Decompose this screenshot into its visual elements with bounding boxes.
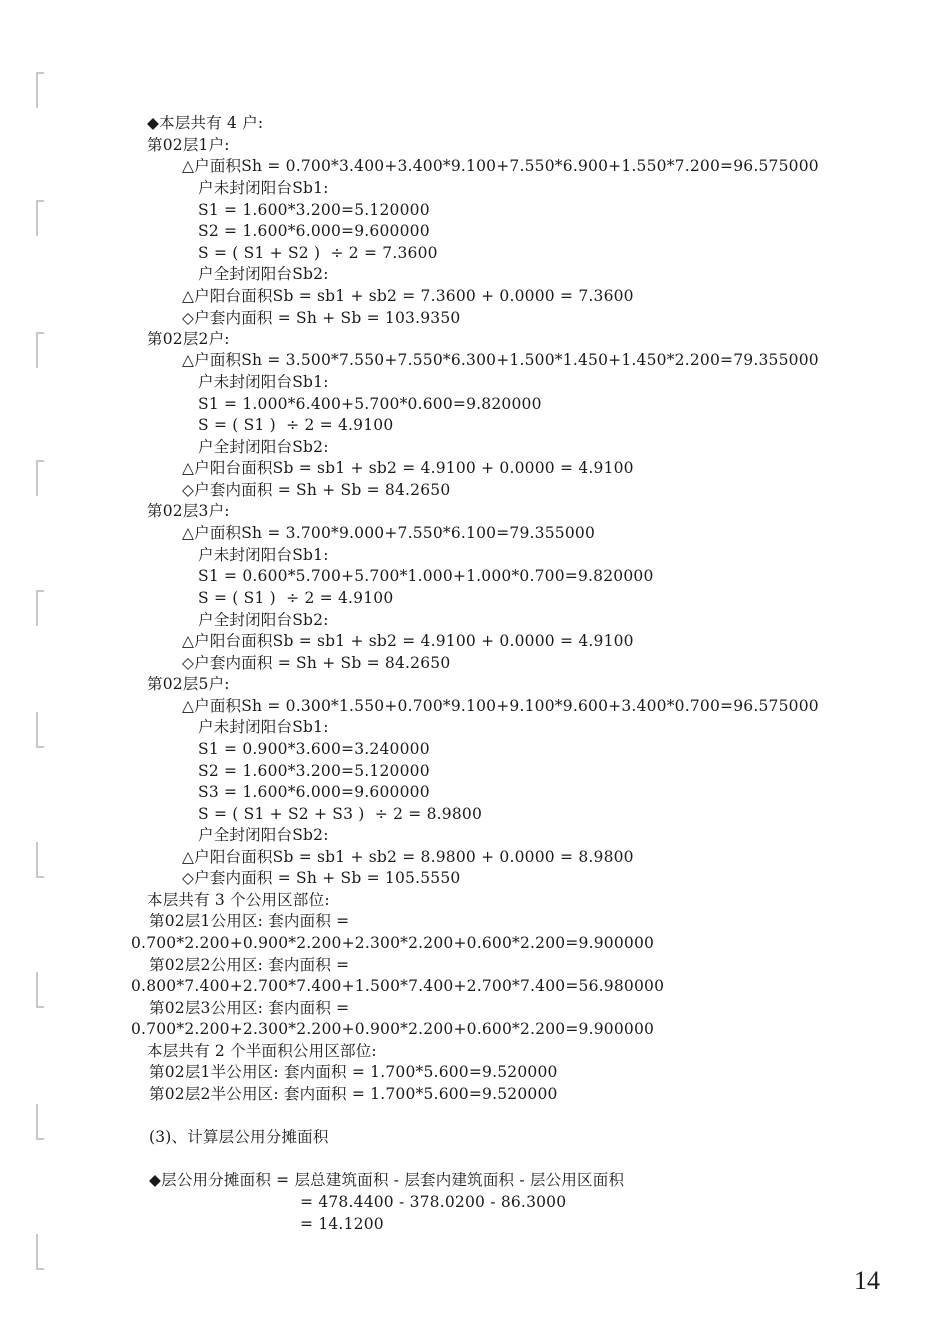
doc-line: 户全封闭阳台Sb2:: [198, 826, 329, 844]
doc-line: 户未封闭阳台Sb1:: [198, 373, 329, 391]
doc-line: △户阳台面积Sb = sb1 + sb2 = 4.9100 + 0.0000 = 4.9100: [182, 632, 634, 650]
page-number: 14: [854, 1266, 880, 1295]
binding-mark: [36, 712, 44, 748]
binding-mark: [36, 972, 44, 1008]
doc-line: 本层共有 3 个公用区部位:: [147, 891, 330, 909]
doc-line: S3 = 1.600*6.000=9.600000: [198, 783, 430, 801]
doc-line: △户面积Sh = 0.700*3.400+3.400*9.100+7.550*6.900+1.550*7.200=96.575000: [182, 157, 819, 175]
doc-line: S1 = 0.900*3.600=3.240000: [198, 740, 430, 758]
doc-line: ◇户套内面积 = Sh + Sb = 84.2650: [182, 654, 451, 672]
doc-line: S = ( S1 ) ÷ 2 = 4.9100: [198, 416, 394, 434]
doc-line: 第02层3户:: [147, 502, 230, 520]
doc-line: S = ( S1 + S2 + S3 ) ÷ 2 = 8.9800: [198, 805, 483, 823]
doc-line: S1 = 1.000*6.400+5.700*0.600=9.820000: [198, 395, 542, 413]
doc-line: 户未封闭阳台Sb1:: [198, 546, 329, 564]
doc-line: S1 = 1.600*3.200=5.120000: [198, 201, 430, 219]
doc-line: = 14.1200: [300, 1215, 384, 1233]
doc-line: 户全封闭阳台Sb2:: [198, 611, 329, 629]
doc-line: ◆本层共有 4 户:: [147, 114, 264, 132]
doc-line: △户阳台面积Sb = sb1 + sb2 = 8.9800 + 0.0000 = 8.9800: [182, 848, 634, 866]
doc-line: 第02层2半公用区: 套内面积 = 1.700*5.600=9.520000: [149, 1085, 558, 1103]
doc-line: S1 = 0.600*5.700+5.700*1.000+1.000*0.700=9.820000: [198, 567, 654, 585]
doc-line: S2 = 1.600*6.000=9.600000: [198, 222, 430, 240]
doc-line: 户全封闭阳台Sb2:: [198, 438, 329, 456]
doc-line: △户面积Sh = 0.300*1.550+0.700*9.100+9.100*9.600+3.400*0.700=96.575000: [182, 697, 819, 715]
doc-line: 第02层1半公用区: 套内面积 = 1.700*5.600=9.520000: [149, 1063, 558, 1081]
doc-line: 第02层5户:: [147, 675, 230, 693]
doc-line: 户全封闭阳台Sb2:: [198, 265, 329, 283]
doc-line: = 478.4400 - 378.0200 - 86.3000: [300, 1193, 567, 1211]
doc-line: ◆层公用分摊面积 = 层总建筑面积 - 层套内建筑面积 - 层公用区面积: [149, 1171, 625, 1189]
doc-line: S = ( S1 ) ÷ 2 = 4.9100: [198, 589, 394, 607]
binding-mark: [36, 460, 44, 496]
doc-line: △户阳台面积Sb = sb1 + sb2 = 7.3600 + 0.0000 = 7.3600: [182, 287, 634, 305]
doc-line: 户未封闭阳台Sb1:: [198, 718, 329, 736]
doc-line: 0.800*7.400+2.700*7.400+1.500*7.400+2.700*7.400=56.980000: [131, 977, 665, 995]
binding-mark: [36, 200, 44, 236]
doc-line: ◇户套内面积 = Sh + Sb = 105.5550: [182, 869, 461, 887]
doc-line: 第02层1公用区: 套内面积 =: [149, 912, 350, 930]
doc-line: S = ( S1 + S2 ) ÷ 2 = 7.3600: [198, 244, 438, 262]
doc-line: 0.700*2.200+0.900*2.200+2.300*2.200+0.600*2.200=9.900000: [131, 934, 655, 952]
doc-line: 户未封闭阳台Sb1:: [198, 179, 329, 197]
doc-line: 第02层2户:: [147, 330, 230, 348]
doc-line: 第02层2公用区: 套内面积 =: [149, 956, 350, 974]
doc-line: △户面积Sh = 3.700*9.000+7.550*6.100=79.355000: [182, 524, 596, 542]
binding-mark: [36, 72, 44, 108]
doc-line: S2 = 1.600*3.200=5.120000: [198, 762, 430, 780]
doc-line: 第02层1户:: [147, 136, 230, 154]
binding-mark: [36, 842, 44, 878]
binding-mark: [36, 590, 44, 626]
doc-line: ◇户套内面积 = Sh + Sb = 84.2650: [182, 481, 451, 499]
binding-mark: [36, 1104, 44, 1140]
doc-line: △户阳台面积Sb = sb1 + sb2 = 4.9100 + 0.0000 = 4.9100: [182, 459, 634, 477]
doc-line: 0.700*2.200+2.300*2.200+0.900*2.200+0.600*2.200=9.900000: [131, 1020, 655, 1038]
doc-line: 第02层3公用区: 套内面积 =: [149, 999, 350, 1017]
doc-line: △户面积Sh = 3.500*7.550+7.550*6.300+1.500*1.450+1.450*2.200=79.355000: [182, 351, 819, 369]
doc-line: 本层共有 2 个半面积公用区部位:: [147, 1042, 377, 1060]
binding-mark: [36, 332, 44, 368]
binding-mark: [36, 1234, 44, 1270]
doc-line: ◇户套内面积 = Sh + Sb = 103.9350: [182, 309, 461, 327]
section-heading: (3)、计算层公用分摊面积: [149, 1128, 329, 1146]
